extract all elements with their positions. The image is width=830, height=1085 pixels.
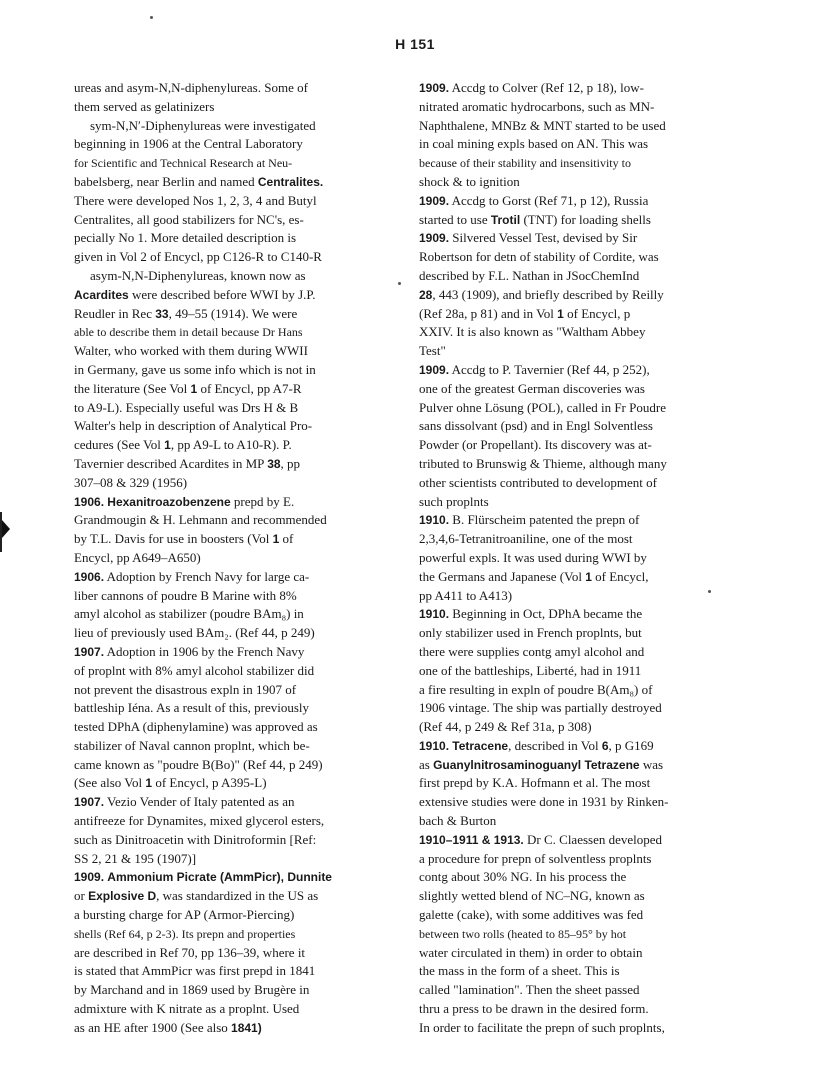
text-run: contg about 30% NG. In his process the [419,869,627,885]
text-line [74,267,374,286]
text-line [419,436,724,455]
text-run: beginning in 1906 at the Central Laboratory [74,136,303,152]
text-run: Dr C. Claessen developed [523,831,663,847]
text-run: are described in Ref 70, pp 136–39, where it [74,944,306,960]
text-run: as an HE after 1900 (See also [74,1019,232,1035]
entry-year: 1906. [74,494,105,509]
text-line [74,624,374,643]
text-run: water circulated in them) in order to obtain [419,944,643,960]
text-run: called "lamination". Then the sheet passed [419,982,640,998]
text-line [74,117,374,136]
text-run: tributed to Brunswig & Thieme, although many [419,455,667,471]
text-line [419,530,724,549]
text-line [74,831,374,850]
text-line [74,511,374,530]
text-run: Vezio Vender of Italy patented as an [104,794,295,810]
text-line [419,493,724,512]
text-line [74,774,374,793]
text-line [419,305,724,324]
text-line [74,493,374,512]
text-run: antifreeze for Dynamites, mixed glycerol esters, [74,813,325,829]
text-run: Accdg to Colver (Ref 12, p 18), low- [449,80,644,95]
scan-speck [150,16,153,19]
text-line [419,793,724,812]
entry-year: 1909. [419,81,450,95]
text-line [419,925,724,944]
text-line [74,906,374,925]
text-run: nitrated aromatic hydrocarbons, such as MN- [419,98,655,114]
text-run: cedures (See Vol [74,437,165,453]
text-line [419,643,724,662]
text-line [419,474,724,493]
text-line [419,850,724,869]
text-run: a procedure for prepn of solventless proplnts [419,850,652,866]
text-run: of Encycl, pp A7-R [197,380,302,396]
text-run: sym-N,N′-Diphenylureas were investigated [90,117,316,133]
text-run: asym-N,N-Diphenylureas, known now as [90,267,306,283]
text-run: Silvered Vessel Test, devised by Sir [449,230,638,246]
bold-term: 6 [601,738,609,753]
text-run: powerful expls. It was used during WWI by [419,549,647,565]
text-run: 2,3,4,6-Tetranitroaniline, one of the most [419,531,633,547]
bold-term: 1 [145,776,153,791]
text-line [74,699,374,718]
text-line [419,192,724,211]
entry-year: 1909. [419,231,450,246]
text-run: , was standardized in the US as [156,888,319,904]
text-run: 307–08 & 329 (1956) [74,474,188,490]
text-run: babelsberg, near Berlin and named [74,173,258,189]
text-line [74,342,374,361]
text-run: Walter's help in description of Analytical Pro- [74,418,313,434]
text-line [419,981,724,1000]
text-line [74,455,374,474]
bold-term: Acardites [74,287,129,302]
text-line [74,549,374,568]
bold-term: 1 [557,306,564,321]
text-run: (See also Vol [74,775,146,791]
text-run: by T.L. Davis for use in boosters (Vol [74,531,273,547]
text-run: Centralites, all good stabilizers for NC's, es- [74,211,304,227]
text-line [419,417,724,436]
text-line [419,737,724,756]
text-run: , 443 (1909), and briefly described by Reilly [432,286,664,302]
text-line [419,229,724,248]
entry-year: 1910. [419,513,450,528]
text-run: Adoption in 1906 by the French Navy [104,643,305,659]
text-line [419,605,724,624]
left-text-column [74,79,374,1038]
text-line [419,211,724,230]
entry-year: 1910. [419,607,450,622]
text-run: 1906 vintage. The ship was partially destroyed [419,700,662,716]
text-line [419,154,724,173]
margin-arrow-icon [2,520,10,538]
text-run: first prepd by K.A. Hofmann et al. The most [419,775,651,791]
text-run: admixture with K nitrate as a proplnt. Used [74,1001,300,1017]
text-run: for Scientific and Technical Research at Neu- [74,156,293,171]
bold-term: 1841) [231,1020,262,1035]
text-run: (TNT) for loading shells [520,211,651,227]
text-run: Beginning in Oct, DPhA became the [449,606,643,622]
text-line [419,868,724,887]
text-line [74,793,374,812]
text-line [419,831,724,850]
text-line [74,305,374,324]
text-run: one of the battleships, Liberté, had in 1911 [419,662,642,678]
text-line [74,587,374,606]
text-line [74,925,374,944]
bold-term: Guanylnitrosaminoguanyl Tetrazene [433,757,640,772]
bold-term: 38 [267,456,281,471]
text-line [74,229,374,248]
text-run: is stated that AmmPicr was first prepd in 1841 [74,963,316,979]
text-run: extensive studies were done in 1931 by Rinken- [419,794,669,810]
text-run: , pp A9-L to A10-R). P. [170,437,292,453]
entry-year: 1909. [419,193,450,208]
text-line [419,549,724,568]
text-line [74,1019,374,1038]
text-run: of Encycl, p A395-L) [152,775,267,791]
text-run: were described before WWI by J.P. [128,286,316,302]
text-line [74,286,374,305]
bold-term: Hexanitroazobenzene [107,494,231,509]
text-line [74,605,374,624]
text-run: liber cannons of poudre B Marine with 8% [74,587,297,603]
text-run: , 49–55 (1914). We were [168,305,298,321]
text-run: Reudler in Rec [74,305,156,321]
text-line [74,643,374,662]
text-run: of proplnt with 8% amyl alcohol stabilizer did [74,662,315,678]
text-run: Accdg to Gorst (Ref 71, p 12), Russia [449,192,649,208]
text-line [419,511,724,530]
text-line [419,248,724,267]
text-run: XXIV. It is also known as "Waltham Abbey [419,324,646,340]
text-run: slightly wetted blend of NC–NG, known as [419,888,645,904]
text-run: , pp [280,455,301,471]
bold-term: 1 [272,532,280,547]
text-run: such as Dinitroacetin with Dinitroformin [Ref: [74,831,317,847]
text-line [419,756,724,775]
page-number: H 151 [395,36,435,52]
text-line [419,399,724,418]
text-run: battleship Iéna. As a result of this, previously [74,700,310,716]
text-line [419,380,724,399]
text-line [74,436,374,455]
text-line [419,267,724,286]
entry-year: 1910. [419,738,450,753]
text-line [74,962,374,981]
text-line [419,624,724,643]
text-run: ureas and asym-N,N-diphenylureas. Some of [74,80,308,95]
text-line [419,568,724,587]
text-run: a fire resulting in expln of poudre B(Am₈) of [419,681,653,697]
entry-year: 1907. [74,644,105,659]
text-run: only stabilizer used in French proplnts, but [419,625,642,641]
text-line [74,681,374,700]
text-line [74,887,374,906]
text-line [74,868,374,887]
bold-term: Trotil [490,212,521,227]
text-run: Accdg to P. Tavernier (Ref 44, p 252), [449,361,650,377]
text-line [74,211,374,230]
bold-term: Tetracene [452,738,509,753]
text-run: Encycl, pp A649–A650) [74,549,201,565]
text-run: by Marchand and in 1869 used by Brugère in [74,982,310,998]
text-line [74,248,374,267]
text-run: given in Vol 2 of Encycl, pp C126-R to C140-R [74,249,322,265]
text-run: of [279,531,294,547]
text-line [419,887,724,906]
text-run: in coal mining expls based on AN. This was [419,136,649,152]
text-run: shells (Ref 64, p 2-3). Its prepn and properties [74,926,296,941]
text-run: the Germans and Japanese (Vol [419,568,586,584]
text-run: as [419,756,434,772]
text-run: started to use [419,211,491,227]
text-run: one of the greatest German discoveries was [419,380,645,396]
text-run: pp A411 to A413) [419,587,513,603]
text-run: because of their stability and insensitivity to [419,156,631,171]
text-line [419,681,724,700]
text-run: there were supplies contg amyl alcohol and [419,643,645,659]
text-run: described by F.L. Nathan in JSocChemInd [419,267,640,283]
text-line [74,323,374,342]
bold-term: 1 [585,569,592,584]
bold-term: Explosive D [88,889,157,904]
scan-speck [398,282,401,285]
text-line [74,135,374,154]
text-line [419,286,724,305]
text-run: prepd by E. [230,493,295,509]
text-run: such proplnts [419,493,489,509]
text-run: pecially No 1. More detailed description is [74,230,297,246]
text-line [419,361,724,380]
entry-year: 1910–1911 & 1913. [419,832,524,847]
bold-term: Centralites. [257,174,324,189]
text-run: lieu of previously used BAm₂. (Ref 44, p 249) [74,625,315,641]
text-line [419,455,724,474]
text-run: bach & Burton [419,813,497,829]
text-line [74,718,374,737]
text-line [74,944,374,963]
text-line [419,342,724,361]
text-line [74,98,374,117]
text-line [74,154,374,173]
entry-year: 1906. [74,569,105,584]
text-line [74,79,374,98]
text-run: Powder (or Propellant). Its discovery was at- [419,437,652,453]
text-line [419,117,724,136]
text-line [74,474,374,493]
text-line [419,587,724,606]
text-run: Walter, who worked with them during WWII [74,343,308,359]
bold-term: 33 [155,306,169,321]
text-line [74,981,374,1000]
text-line [419,812,724,831]
text-run: Robertson for detn of stability of Cordite, was [419,249,659,265]
text-line [74,173,374,192]
text-run: not prevent the disastrous expln in 1907 of [74,681,297,697]
text-line [419,173,724,192]
text-run: (Ref 44, p 249 & Ref 31a, p 308) [419,719,592,735]
text-run: Naphthalene, MNBz & MNT started to be used [419,117,666,133]
text-line [419,662,724,681]
text-run: a bursting charge for AP (Armor-Piercing) [74,907,295,923]
text-line [74,399,374,418]
text-run: thru a press to be drawn in the desired form. [419,1001,649,1017]
bold-term: Ammonium Picrate (AmmPicr), Dunnite [107,870,332,885]
text-line [419,135,724,154]
text-line [74,417,374,436]
text-line [74,662,374,681]
bold-term: 28 [419,287,433,302]
text-run: of Encycl, p [563,305,631,321]
text-line [74,192,374,211]
text-line [419,962,724,981]
text-line [74,812,374,831]
text-line [419,774,724,793]
text-run: sans dissolvant (psd) and in Engl Solventless [419,418,653,434]
text-line [419,1019,724,1038]
text-run: able to describe them in detail because Dr Hans [74,325,303,340]
text-run: tested DPhA (diphenylamine) was approved as [74,719,318,735]
text-run: shock & to ignition [419,173,520,189]
text-line [74,530,374,549]
text-line [74,568,374,587]
text-line [74,737,374,756]
text-run: Tavernier described Acardites in MP [74,455,268,471]
text-run: , described in Vol [508,737,602,753]
text-run: Pulver ohne Lösung (POL), called in Fr Poudre [419,399,666,415]
text-line [74,756,374,775]
text-run: Adoption by French Navy for large ca- [104,568,310,584]
bold-term: 1 [190,381,198,396]
text-run: was [639,756,664,772]
text-run: to A9-L). Especially useful was Drs H & B [74,399,299,415]
text-line [419,323,724,342]
text-run: B. Flürscheim patented the prepn of [449,512,640,528]
entry-year: 1909. [419,362,450,377]
text-run: came known as "poudre B(Bo)" (Ref 44, p 249) [74,756,323,772]
text-line [74,361,374,380]
text-run: (Ref 28a, p 81) and in Vol [419,305,558,321]
text-run: SS 2, 21 & 195 (1907)] [74,850,197,866]
right-text-column [419,79,724,1038]
text-line [419,906,724,925]
text-run: between two rolls (heated to 85–95° by hot [419,926,627,941]
text-line [419,79,724,98]
text-run: , p G169 [608,737,654,753]
text-line [419,98,724,117]
text-run: Test" [419,343,446,359]
text-line [74,1000,374,1019]
text-run: Grandmougin & H. Lehmann and recommended [74,512,327,528]
bold-term: 1 [164,438,171,453]
text-run: the mass in the form of a sheet. This is [419,963,620,979]
text-line [419,718,724,737]
text-line [74,380,374,399]
text-run: amyl alcohol as stabilizer (poudre BAm₈) in [74,606,304,622]
text-run: stabilizer of Naval cannon proplnt, which be- [74,737,310,753]
text-run: them served as gelatinizers [74,98,215,114]
text-run: galette (cake), with some additives was fed [419,907,644,923]
entry-year: 1909. [74,870,105,885]
text-line [74,850,374,869]
text-line [419,699,724,718]
text-run: There were developed Nos 1, 2, 3, 4 and Butyl [74,192,317,208]
entry-year: 1907. [74,795,105,810]
text-line [419,1000,724,1019]
text-run: other scientists contributed to development of [419,474,657,490]
text-run: in Germany, gave us some info which is not in [74,361,316,377]
text-run: of Encycl, [591,568,649,584]
text-run: In order to facilitate the prepn of such proplnts, [419,1019,665,1035]
text-run: or [74,888,89,904]
text-line [419,944,724,963]
text-run: the literature (See Vol [74,380,191,396]
